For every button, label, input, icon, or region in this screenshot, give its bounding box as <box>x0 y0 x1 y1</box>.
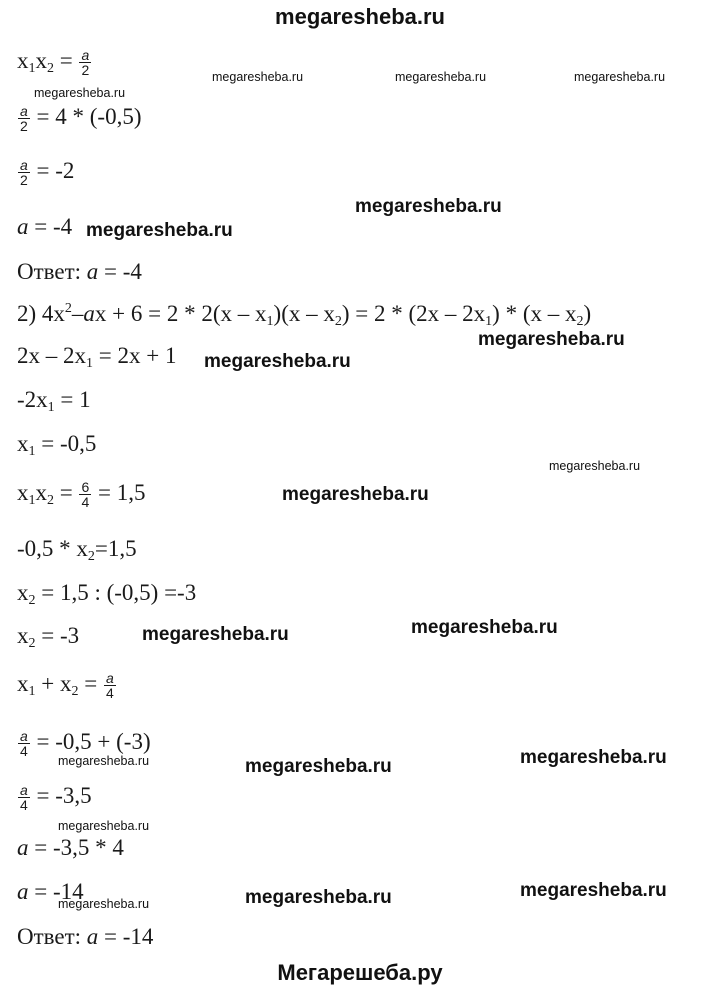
math-line-13: $x_2 = -3$ <box>17 623 80 651</box>
watermark-big: megaresheba.ru <box>142 624 289 645</box>
watermark-small: megaresheba.ru <box>58 819 150 833</box>
fraction: $\frac{6}{4}$ <box>81 479 90 510</box>
math-line-17: a = -3,5 * 4 <box>17 835 124 860</box>
watermark-big: megaresheba.ru <box>520 880 667 901</box>
math-line-18: a = -14 <box>17 879 84 904</box>
watermark-small: megaresheba.ru <box>212 70 304 84</box>
math-line-8: $-2x_1 = 1$ <box>17 387 91 415</box>
watermark-small: megaresheba.ru <box>574 70 666 84</box>
answer-line-2: Ответ: a = -14 <box>17 924 154 949</box>
fraction: $\frac{a}{4}$ <box>105 670 114 701</box>
math-line-3: $\frac{a}{2}$ = -2 <box>20 157 75 188</box>
math-line-16: $\frac{a}{4}$ = -3,5 <box>20 782 92 813</box>
watermark-small: megaresheba.ru <box>395 70 487 84</box>
header-site-title: megaresheba.ru <box>275 4 445 29</box>
math-line-7: $2x - 2x_1 = 2x + 1$ <box>17 343 177 371</box>
math-line-10: $x_1x_2$ = $\frac{6}{4}$ = 1,5 <box>17 479 146 510</box>
watermark-small: megaresheba.ru <box>34 86 126 100</box>
fraction: $\frac{a}{4}$ <box>20 728 28 759</box>
math-line-11: $-0,5 * x_2=1,5$ <box>17 536 137 564</box>
watermark-small: megaresheba.ru <box>58 754 150 768</box>
watermark-big: megaresheba.ru <box>86 220 233 241</box>
math-line-2: $\frac{a}{2}$ = 4 * (-0,5) <box>20 103 142 134</box>
watermark-big: megaresheba.ru <box>245 887 392 908</box>
math-line-4: a = -4 <box>17 214 73 239</box>
fraction: $\frac{a}{2}$ <box>20 157 28 188</box>
fraction: $\frac{a}{2}$ <box>20 103 28 134</box>
watermark-big: megaresheba.ru <box>355 196 502 217</box>
watermark-big: megaresheba.ru <box>478 329 625 350</box>
fraction: $\frac{a}{2}$ <box>81 47 90 78</box>
footer-site-title: Мегарешеба.ру <box>277 960 443 985</box>
watermark-small: megaresheba.ru <box>549 459 641 473</box>
math-line-12: $x_2 = 1,5$ : (-0,5) =-3 <box>17 580 197 608</box>
watermark-big: megaresheba.ru <box>245 756 392 777</box>
math-line-1: $x_1x_2$ = $\frac{a}{2}$ <box>17 47 90 78</box>
math-line-9: $x_1 = -0,5$ <box>17 431 97 459</box>
watermark-big: megaresheba.ru <box>520 747 667 768</box>
math-line-14: $x_1 + x_2$ = $\frac{a}{4}$ <box>17 670 114 701</box>
answer-line-1: Ответ: a = -4 <box>17 259 142 284</box>
watermark-big: megaresheba.ru <box>282 484 429 505</box>
watermark-big: megaresheba.ru <box>204 351 351 372</box>
math-line-15: $\frac{a}{4}$ = -0,5 + (-3) <box>20 728 151 759</box>
watermark-big: megaresheba.ru <box>411 617 558 638</box>
fraction: $\frac{a}{4}$ <box>20 782 28 813</box>
math-line-6: 2) $4x^2-ax + 6 = 2 * 2(x - x_1)(x - x_2) = 2 * (2x - 2x_1) * (x - x_2)$ <box>17 301 592 329</box>
watermark-small: megaresheba.ru <box>58 897 150 911</box>
